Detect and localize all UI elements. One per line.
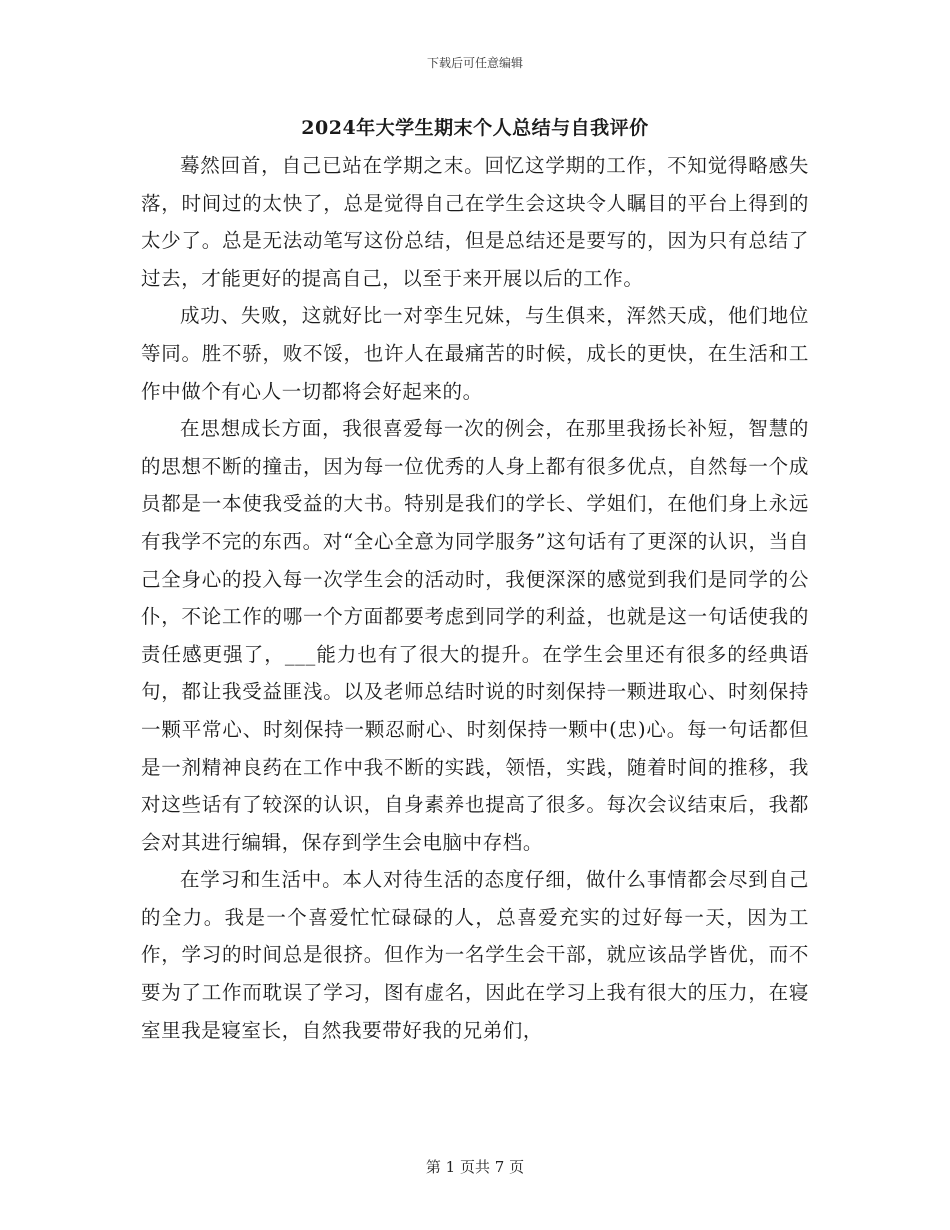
document-body (141, 147, 809, 1049)
header-note: 下载后可任意编辑 (426, 56, 523, 70)
paragraph-2: 成功、失败，这就好比一对孪生兄妹，与生俱来，浑然天成，他们地位等同。胜不骄，败不馁，也许人在最痛苦的时候，成长的更快，在生活和工作中做个有心人一切都将会好起来的。 (141, 304, 809, 403)
paragraph-3: 在思想成长方面，我很喜爱每一次的例会，在那里我扬长补短，智慧的的思想不断的撞击，因为每一位优秀的人身上都有很多优点，自然每一个成员都是一本使我受益的大书。特别是我们的学长、学姐们，在他们身上永远有我学不完的东西。对“全心全意为同学服务”这句话有了更深的认识，当自己全身心的投入每一次学生会的活动时，我便深深的感觉到我们是同学的公仆，不论工作的哪一个方面都要考虑到同学的利益，也就是这一句话使我的责任感更强了，___能力也有了很大的提升。在学生会里还有很多的经典语句，都让我受益匪浅。以及老师总结时说的时刻保持一颗进取心、时刻保持一颗平常心、时刻保持一颗忍耐心、时刻保持一颗中(忠)心。每一句话都但是一剂精神良药在工作中我不断的实践，领悟，实践，随着时间的推移，我对这些话有了较深的认识，自身素养也提高了很多。每次会议结束后，我都会对其进行编辑，保存到学生会电脑中存档。 (141, 417, 809, 854)
paragraph-4: 在学习和生活中。本人对待生活的态度仔细，做什么事情都会尽到自己的全力。我是一个喜爱忙忙碌碌的人，总喜爱充实的过好每一天，因为工作，学习的时间总是很挤。但作为一名学生会干部，就应该品学皆优，而不要为了工作而耽误了学习，图有虚名，因此在学习上我有很大的压力，在寝室里我是寝室长，自然我要带好我的兄弟们， (141, 868, 809, 1042)
paragraph-1: 蓦然回首，自己已站在学期之末。回忆这学期的工作，不知觉得略感失落，时间过的太快了，总是觉得自己在学生会这块令人瞩目的平台上得到的太少了。总是无法动笔写这份总结，但是总结还是要写的，因为只有总结了过去，才能更好的提高自己，以至于来开展以后的工作。 (141, 154, 809, 290)
document-title: 2024年大学生期末个人总结与自我评价 (301, 117, 649, 139)
page-number-footer: 第 1 页共 7 页 (425, 1158, 525, 1176)
